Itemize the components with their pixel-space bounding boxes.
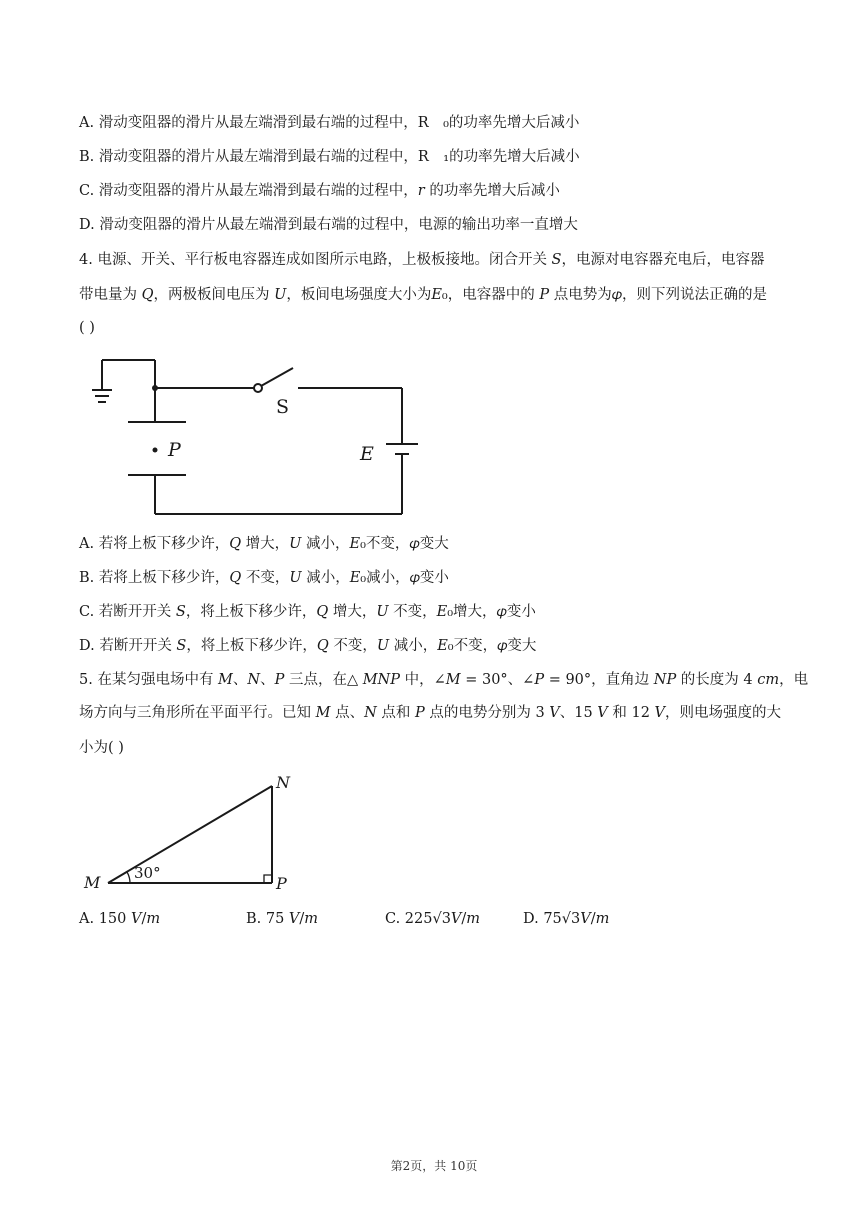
label-m: M — [84, 873, 101, 892]
q5-stem-line2: 场方向与三角形所在平面平行。已知 𝑀 点、𝑁 点和 𝑃 点的电势分别为 3 𝑉、15 𝑉 和 12 𝑉，则电场强度的大 — [79, 705, 782, 721]
label-p-triangle: P — [276, 874, 287, 893]
label-p: P — [168, 439, 181, 461]
label-source: E — [360, 443, 374, 465]
q4-option-d: D. 若断开开关 𝑆，将上板下移少许，𝑄 不变，𝑈 减小，𝐸₀不变，𝜑变大 — [79, 638, 537, 654]
q3-option-a: A. 滑动变阻器的滑片从最左端滑到最右端的过程中，R ₀的功率先增大后减小 — [79, 115, 580, 131]
q4-stem-line2: 带电量为 𝑄，两极板间电压为 𝑈，板间电场强度大小为𝐸₀，电容器中的 𝑃 点电势为𝜑，则下列说法正确的是 — [79, 287, 768, 303]
q5-option-d: D. 75√3𝑉/𝑚 — [523, 911, 610, 927]
q5-option-a: A. 150 𝑉/𝑚 — [79, 911, 161, 927]
q4-option-a: A. 若将上板下移少许，𝑄 增大，𝑈 减小，𝐸₀不变，𝜑变大 — [79, 536, 449, 552]
q3-option-b: B. 滑动变阻器的滑片从最左端滑到最右端的过程中，R ₁的功率先增大后减小 — [79, 149, 580, 165]
q5-triangle-diagram — [80, 768, 300, 898]
q4-bracket: ( ) — [79, 320, 95, 336]
q4-option-b: B. 若将上板下移少许，𝑄 不变，𝑈 减小，𝐸₀减小，𝜑变小 — [79, 570, 449, 586]
point-p-dot — [153, 448, 158, 453]
angle-label: 30° — [134, 864, 161, 882]
q4-stem-line1: 4. 电源、开关、平行板电容器连成如图所示电路，上极板接地。闭合开关 𝑆，电源对电容器充电后，电容器 — [79, 252, 765, 268]
q5-option-b: B. 75 𝑉/𝑚 — [246, 911, 319, 927]
q3-option-d: D. 滑动变阻器的滑片从最左端滑到最右端的过程中，电源的输出功率一直增大 — [79, 217, 578, 233]
label-n: N — [276, 773, 290, 792]
q3-option-c: C. 滑动变阻器的滑片从最左端滑到最右端的过程中，𝑟 的功率先增大后减小 — [79, 183, 560, 199]
label-switch: S — [276, 396, 290, 418]
q4-option-c: C. 若断开开关 𝑆，将上板下移少许，𝑄 增大，𝑈 不变，𝐸₀增大，𝜑变小 — [79, 604, 536, 620]
q5-option-c: C. 225√3𝑉/𝑚 — [385, 911, 481, 927]
q5-stem-line3: 小为( ) — [79, 740, 124, 756]
q4-circuit-diagram — [90, 350, 430, 520]
q5-stem-line1: 5. 在某匀强电场中有 𝑀、𝑁、𝑃 三点，在△ 𝑀𝑁𝑃 中，∠𝑀 = 30°、∠𝑃 = 90°，直角边 𝑁𝑃 的长度为 4 𝑐𝑚，电 — [79, 672, 809, 688]
page-footer: 第2页，共 10页 — [390, 1159, 478, 1173]
